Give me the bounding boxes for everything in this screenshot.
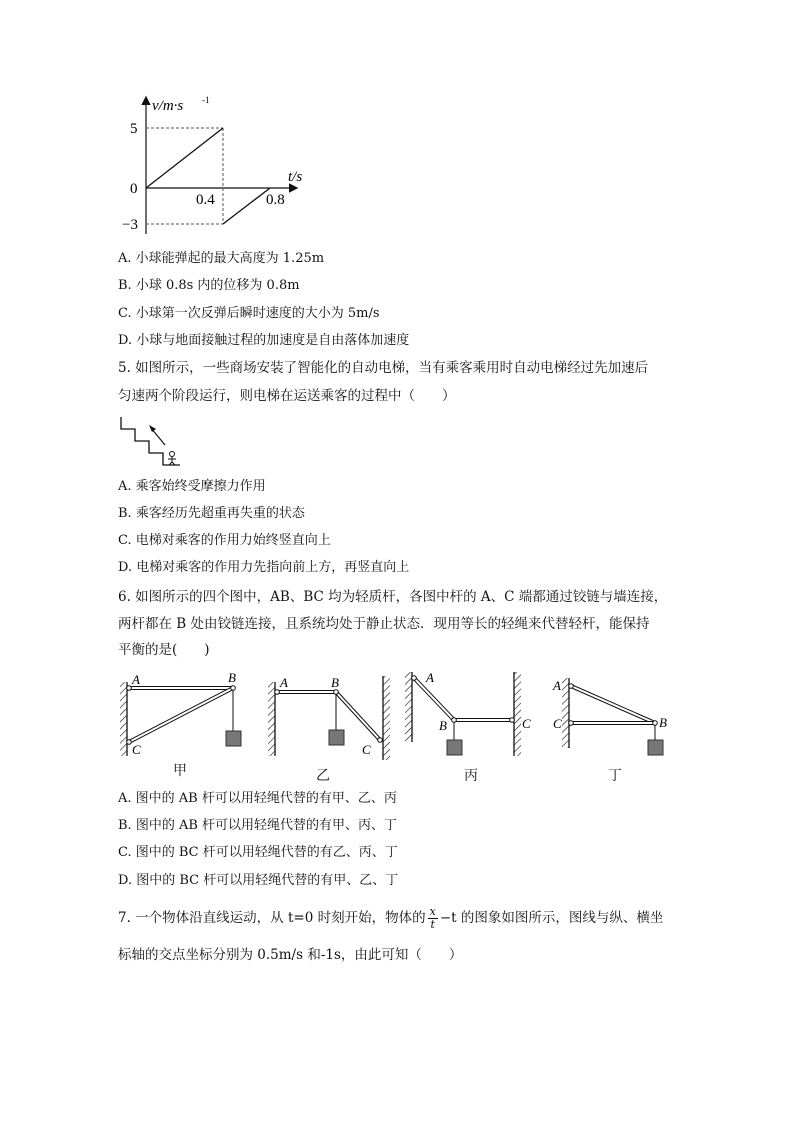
svg-text:C: C — [522, 716, 531, 731]
y-axis-label: v/m·s — [152, 98, 184, 114]
caption-bing: 丙 — [464, 768, 478, 784]
graph-line-falling — [146, 128, 223, 188]
diagram-yi — [268, 675, 390, 760]
svg-text:C: C — [553, 716, 562, 731]
q4-option-d: D. 小球与地面接触过程的加速度是自由落体加速度 — [118, 333, 410, 348]
diagram-ding — [552, 678, 667, 755]
q7-text-a: 7. 一个物体沿直线运动，从 t=0 时刻开始，物体的 — [118, 910, 426, 926]
q4-option-b: B. 小球 0.8s 内的位移为 0.8m — [118, 278, 300, 293]
graph-line-rising — [223, 188, 270, 224]
svg-text:B: B — [331, 675, 339, 690]
diagram-bing — [405, 670, 531, 756]
rod-diagrams — [110, 668, 690, 768]
q6-stem-line2: 两杆都在 B 处由铰链连接，且系统均处于静止状态．现用等长的轻绳来代替轻杆，能保持 — [118, 616, 650, 632]
velocity-time-graph — [120, 92, 320, 242]
svg-text:B: B — [439, 718, 447, 733]
weight-block — [226, 731, 241, 746]
svg-text:C: C — [132, 742, 141, 757]
caption-ding: 丁 — [608, 768, 622, 784]
svg-text:A: A — [553, 678, 561, 693]
weight-block — [447, 740, 462, 755]
q7-text-b: −t 的图象如图所示，图线与纵、横坐 — [439, 910, 664, 926]
caption-jia: 甲 — [173, 763, 187, 779]
svg-text:A: A — [132, 672, 140, 687]
y-tick-5: 5 — [130, 121, 138, 137]
svg-text:A: A — [426, 670, 434, 685]
passenger-icon — [170, 452, 175, 457]
y-tick-0: 0 — [130, 181, 138, 197]
q7-stem-line1 — [118, 904, 663, 932]
x-tick-0.8: 0.8 — [266, 192, 285, 208]
q5-option-b: B. 乘客经历先超重再失重的状态 — [118, 506, 305, 521]
q5-option-d: D. 电梯对乘客的作用力先指向前上方，再竖直向上 — [118, 560, 410, 575]
q5-option-c: C. 电梯对乘客的作用力始终竖直向上 — [118, 533, 331, 548]
q6-stem-line3: 平衡的是( ) — [118, 642, 210, 658]
q5-option-a: A. 乘客始终受摩擦力作用 — [118, 479, 266, 494]
q6-option-d: D. 图中的 BC 杆可以用轻绳代替的有甲、乙、丁 — [118, 873, 399, 888]
escalator-figure — [118, 414, 188, 470]
svg-text:B: B — [228, 670, 236, 685]
x-tick-0.4: 0.4 — [196, 192, 215, 208]
weight-block — [648, 740, 663, 755]
x-over-t-fraction: $\frac{x}{t}$ — [429, 905, 436, 931]
q5-stem-line2: 匀速两个阶段运行，则电梯在运送乘客的过程中（ ） — [118, 388, 456, 404]
caption-yi: 乙 — [316, 768, 330, 784]
q6-stem-line1: 6. 如图所示的四个图中，AB、BC 均为轻质杆，各图中杆的 A、C 端都通过铰链与墙连接， — [118, 589, 668, 605]
diagram-jia — [120, 670, 241, 757]
y-axis-label-sup: -1 — [202, 95, 210, 105]
weight-block — [329, 730, 344, 745]
q7-stem-line2: 标轴的交点坐标分别为 0.5m/s 和-1s，由此可知（ ） — [118, 947, 463, 963]
q5-stem-line1: 5. 如图所示，一些商场安装了智能化的自动电梯，当有乘客乘用时自动电梯经过先加速后 — [118, 360, 649, 376]
q6-option-b: B. 图中的 AB 杆可以用轻绳代替的有甲、丙、丁 — [118, 818, 398, 833]
x-axis-label: t/s — [288, 169, 303, 185]
q6-option-a: A. 图中的 AB 杆可以用轻绳代替的有甲、乙、丙 — [118, 791, 397, 806]
q4-option-c: C. 小球第一次反弹后瞬时速度的大小为 5m/s — [118, 306, 380, 321]
q4-option-a: A. 小球能弹起的最大高度为 1.25m — [118, 251, 325, 266]
q6-option-c: C. 图中的 BC 杆可以用轻绳代替的有乙、丙、丁 — [118, 845, 398, 860]
svg-text:A: A — [280, 675, 288, 690]
y-tick-neg3: −3 — [122, 217, 138, 233]
svg-text:B: B — [659, 715, 667, 730]
svg-text:C: C — [362, 742, 371, 757]
